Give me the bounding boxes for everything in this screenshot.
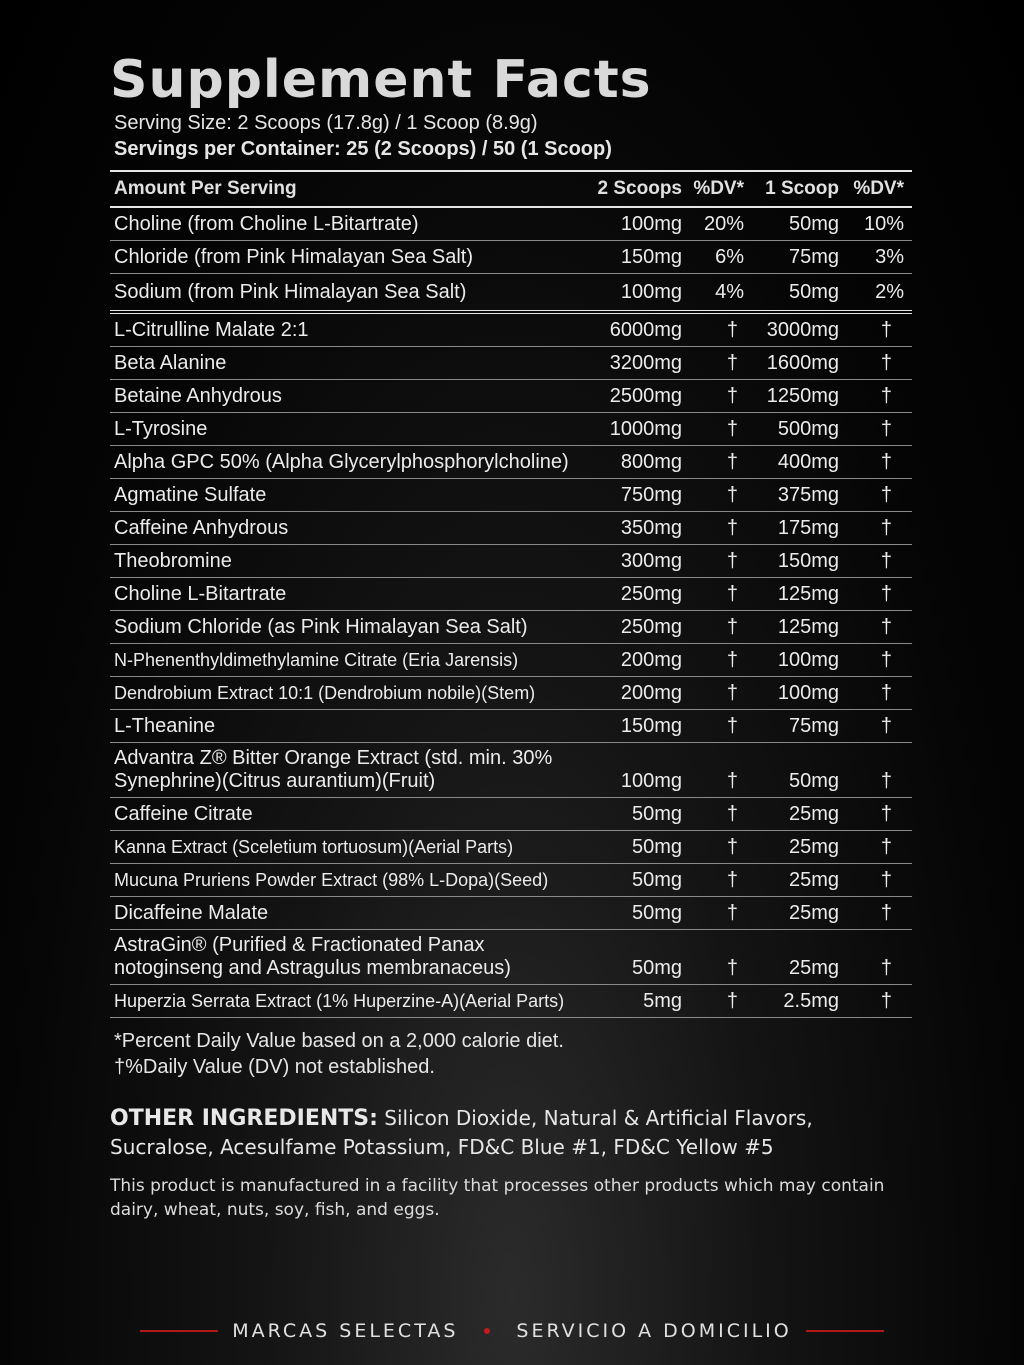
dv-2-scoops: † — [726, 957, 738, 979]
amount-2-scoops: 50mg — [631, 868, 682, 891]
ingredient-name: Alpha GPC 50% (Alpha Glycerylphosphorylcholine) — [114, 450, 569, 473]
ingredient-name — [110, 934, 599, 980]
table-row — [110, 798, 912, 831]
amount-1-scoop: 375mg — [777, 483, 839, 506]
amount-2-scoops: 200mg — [620, 648, 682, 671]
ingredient-name-line-2: notoginseng and Astragulus membranaceus) — [114, 957, 511, 979]
amount-1-scoop: 3000mg — [766, 318, 839, 341]
supplement-facts-panel — [110, 50, 912, 1080]
table-row — [110, 677, 912, 710]
dv-2-scoops: † — [726, 450, 738, 473]
dv-2-scoops: † — [726, 648, 738, 671]
mineral-row — [110, 241, 912, 274]
dv-2-scoops: † — [726, 549, 738, 572]
table-row — [110, 930, 912, 985]
note-dagger: †%Daily Value (DV) not established. — [114, 1056, 435, 1078]
dv-2-scoops: † — [726, 615, 738, 638]
dv-1-scoop: † — [880, 318, 892, 341]
amount-2-scoops: 50mg — [631, 835, 682, 858]
ingredient-name: Theobromine — [114, 549, 232, 572]
ingredient-name: L-Theanine — [114, 714, 216, 737]
footer-marcas-selectas: MARCAS SELECTAS — [232, 1320, 459, 1342]
table-row — [110, 644, 912, 677]
footer-dot — [484, 1328, 490, 1334]
dv-1-scoop: † — [880, 450, 892, 473]
ingredient-name: Chloride (from Pink Himalayan Sea Salt) — [114, 245, 474, 268]
ingredient-name — [110, 747, 599, 793]
dv-1-scoop: † — [880, 648, 892, 671]
dv-1-scoop: † — [880, 384, 892, 407]
amount-1-scoop: 75mg — [788, 245, 839, 268]
table-row — [110, 743, 912, 798]
ingredient-name-line-1: Advantra Z® Bitter Orange Extract (std. min. 30% — [114, 747, 553, 769]
amount-2-scoops: 6000mg — [609, 318, 682, 341]
amount-2-scoops: 250mg — [620, 615, 682, 638]
dv-2-scoops: † — [726, 582, 738, 605]
footer-left-line — [140, 1330, 218, 1332]
amount-1-scoop: 25mg — [788, 802, 839, 825]
header-1-scoop: 1 Scoop — [765, 178, 839, 199]
note-daily-value: *Percent Daily Value based on a 2,000 calorie diet. — [114, 1030, 564, 1052]
dv-1-scoop: † — [880, 516, 892, 539]
dv-2-scoops: † — [726, 384, 738, 407]
table-row — [110, 314, 912, 347]
ingredient-name: Choline (from Choline L-Bitartrate) — [114, 212, 419, 235]
ingredient-name: Sodium Chloride (as Pink Himalayan Sea Salt) — [114, 615, 528, 638]
ingredient-name: L-Tyrosine — [114, 417, 208, 440]
ingredient-name: Kanna Extract (Sceletium tortuosum)(Aerial Parts) — [114, 836, 514, 857]
amount-2-scoops: 800mg — [620, 450, 682, 473]
amount-2-scoops: 100mg — [620, 212, 682, 235]
dv-2-scoops: 4% — [715, 280, 744, 303]
dv-2-scoops: † — [726, 417, 738, 440]
header-amount: Amount Per Serving — [114, 178, 297, 199]
dv-2-scoops: 6% — [715, 245, 744, 268]
amount-2-scoops: 5mg — [643, 989, 682, 1012]
other-ingredients-text: Silicon Dioxide, Natural & Artificial Flavors, Sucralose, Acesulfame Potassium, FD&C Blue #1, FD&C Yellow #5 — [110, 1106, 813, 1159]
header-2-scoops: 2 Scoops — [597, 178, 682, 199]
amount-2-scoops: 200mg — [620, 681, 682, 704]
amount-2-scoops: 150mg — [620, 245, 682, 268]
amount-2-scoops: 100mg — [620, 770, 682, 792]
amount-1-scoop: 100mg — [777, 681, 839, 704]
table-row — [110, 897, 912, 930]
ingredient-name-line-1: AstraGin® (Purified & Fractionated Panax — [114, 934, 485, 956]
amount-1-scoop: 150mg — [777, 549, 839, 572]
amount-2-scoops: 100mg — [620, 280, 682, 303]
ingredient-name: Beta Alanine — [114, 351, 227, 374]
amount-2-scoops: 50mg — [631, 901, 682, 924]
dv-2-scoops: † — [726, 989, 738, 1012]
amount-2-scoops: 1000mg — [609, 417, 682, 440]
dv-1-scoop: † — [880, 802, 892, 825]
ingredient-name: Betaine Anhydrous — [114, 384, 282, 407]
allergen-disclaimer: This product is manufactured in a facility that processes other products which may contain dairy, wheat, nuts, soy, fish, and eggs. — [110, 1176, 885, 1220]
dv-1-scoop: † — [880, 901, 892, 924]
amount-1-scoop: 50mg — [788, 212, 839, 235]
dv-1-scoop: † — [880, 417, 892, 440]
amount-2-scoops: 150mg — [620, 714, 682, 737]
footer-right-line — [806, 1330, 884, 1332]
other-ingredients — [110, 1104, 910, 1161]
dv-1-scoop: 2% — [875, 280, 904, 303]
amount-1-scoop: 75mg — [788, 714, 839, 737]
dv-1-scoop: † — [880, 868, 892, 891]
servings-per-container: Servings per Container: 25 (2 Scoops) / 50 (1 Scoop) — [114, 138, 612, 160]
table-header — [110, 172, 912, 208]
amount-2-scoops: 250mg — [620, 582, 682, 605]
dv-2-scoops: † — [726, 802, 738, 825]
amount-1-scoop: 25mg — [788, 901, 839, 924]
amount-1-scoop: 25mg — [788, 957, 839, 979]
ingredient-name: Choline L-Bitartrate — [114, 582, 287, 605]
amount-2-scoops: 50mg — [631, 957, 682, 979]
table-row — [110, 831, 912, 864]
table-row — [110, 578, 912, 611]
dv-2-scoops: † — [726, 770, 738, 792]
dv-1-scoop: † — [880, 835, 892, 858]
table-row — [110, 545, 912, 578]
ingredient-name: N-Phenenthyldimethylamine Citrate (Eria Jarensis) — [114, 649, 519, 670]
amount-2-scoops: 750mg — [620, 483, 682, 506]
dv-2-scoops: † — [726, 318, 738, 341]
ingredients-section — [110, 314, 912, 1018]
amount-1-scoop: 2.5mg — [783, 989, 839, 1012]
table-row — [110, 710, 912, 743]
dv-2-scoops: † — [726, 868, 738, 891]
dv-1-scoop: 3% — [875, 245, 904, 268]
page-title: Supplement Facts — [110, 50, 652, 110]
ingredient-name: Sodium (from Pink Himalayan Sea Salt) — [114, 280, 467, 303]
dv-2-scoops: 20% — [703, 212, 744, 235]
ingredient-name: Mucuna Pruriens Powder Extract (98% L-Dopa)(Seed) — [114, 869, 549, 890]
ingredient-name: Dicaffeine Malate — [114, 901, 269, 924]
ingredient-name: L-Citrulline Malate 2:1 — [114, 318, 309, 341]
amount-1-scoop: 125mg — [777, 582, 839, 605]
other-ingredients-label: OTHER INGREDIENTS: — [110, 1106, 378, 1131]
dv-2-scoops: † — [726, 901, 738, 924]
ingredient-name: Caffeine Anhydrous — [114, 516, 289, 539]
table-row — [110, 413, 912, 446]
dv-1-scoop: † — [880, 483, 892, 506]
ingredient-name: Dendrobium Extract 10:1 (Dendrobium nobile)(Stem) — [114, 682, 536, 703]
ingredient-name: Huperzia Serrata Extract (1% Huperzine-A)(Aerial Parts) — [114, 990, 565, 1011]
amount-1-scoop: 25mg — [788, 835, 839, 858]
dv-1-scoop: 10% — [863, 212, 904, 235]
dv-1-scoop: † — [880, 989, 892, 1012]
dv-1-scoop: † — [880, 351, 892, 374]
amount-2-scoops: 3200mg — [609, 351, 682, 374]
dv-2-scoops: † — [726, 516, 738, 539]
amount-2-scoops: 300mg — [620, 549, 682, 572]
mineral-row — [110, 274, 912, 314]
table-row — [110, 512, 912, 545]
amount-1-scoop: 400mg — [777, 450, 839, 473]
dv-1-scoop: † — [880, 770, 892, 792]
amount-1-scoop: 1600mg — [766, 351, 839, 374]
footer-servicio-domicilio: SERVICIO A DOMICILIO — [516, 1320, 792, 1342]
dv-2-scoops: † — [726, 483, 738, 506]
table-row — [110, 446, 912, 479]
header-dv-1: %DV* — [693, 178, 744, 199]
header-dv-2: %DV* — [853, 178, 904, 199]
mineral-row — [110, 208, 912, 241]
amount-2-scoops: 50mg — [631, 802, 682, 825]
ingredient-name: Agmatine Sulfate — [114, 483, 267, 506]
table-row — [110, 380, 912, 413]
dv-1-scoop: † — [880, 681, 892, 704]
table-row — [110, 479, 912, 512]
amount-1-scoop: 100mg — [777, 648, 839, 671]
minerals-section — [110, 208, 912, 314]
footer-bar — [0, 1316, 1024, 1346]
dv-1-scoop: † — [880, 582, 892, 605]
dv-2-scoops: † — [726, 681, 738, 704]
amount-2-scoops: 2500mg — [609, 384, 682, 407]
dv-1-scoop: † — [880, 957, 892, 979]
amount-1-scoop: 50mg — [788, 770, 839, 792]
amount-1-scoop: 25mg — [788, 868, 839, 891]
amount-1-scoop: 175mg — [777, 516, 839, 539]
dv-1-scoop: † — [880, 615, 892, 638]
amount-1-scoop: 50mg — [788, 280, 839, 303]
dv-2-scoops: † — [726, 714, 738, 737]
footnotes — [114, 1028, 912, 1080]
table-row — [110, 985, 912, 1018]
table-row — [110, 347, 912, 380]
ingredient-name: Caffeine Citrate — [114, 802, 253, 825]
dv-1-scoop: † — [880, 714, 892, 737]
amount-2-scoops: 350mg — [620, 516, 682, 539]
ingredient-name-line-2: Synephrine)(Citrus aurantium)(Fruit) — [114, 770, 436, 792]
serving-size: Serving Size: 2 Scoops (17.8g) / 1 Scoop (8.9g) — [114, 112, 538, 134]
dv-1-scoop: † — [880, 549, 892, 572]
dv-2-scoops: † — [726, 835, 738, 858]
amount-1-scoop: 125mg — [777, 615, 839, 638]
table-row — [110, 864, 912, 897]
amount-1-scoop: 1250mg — [766, 384, 839, 407]
amount-1-scoop: 500mg — [777, 417, 839, 440]
dv-2-scoops: † — [726, 351, 738, 374]
table-row — [110, 611, 912, 644]
